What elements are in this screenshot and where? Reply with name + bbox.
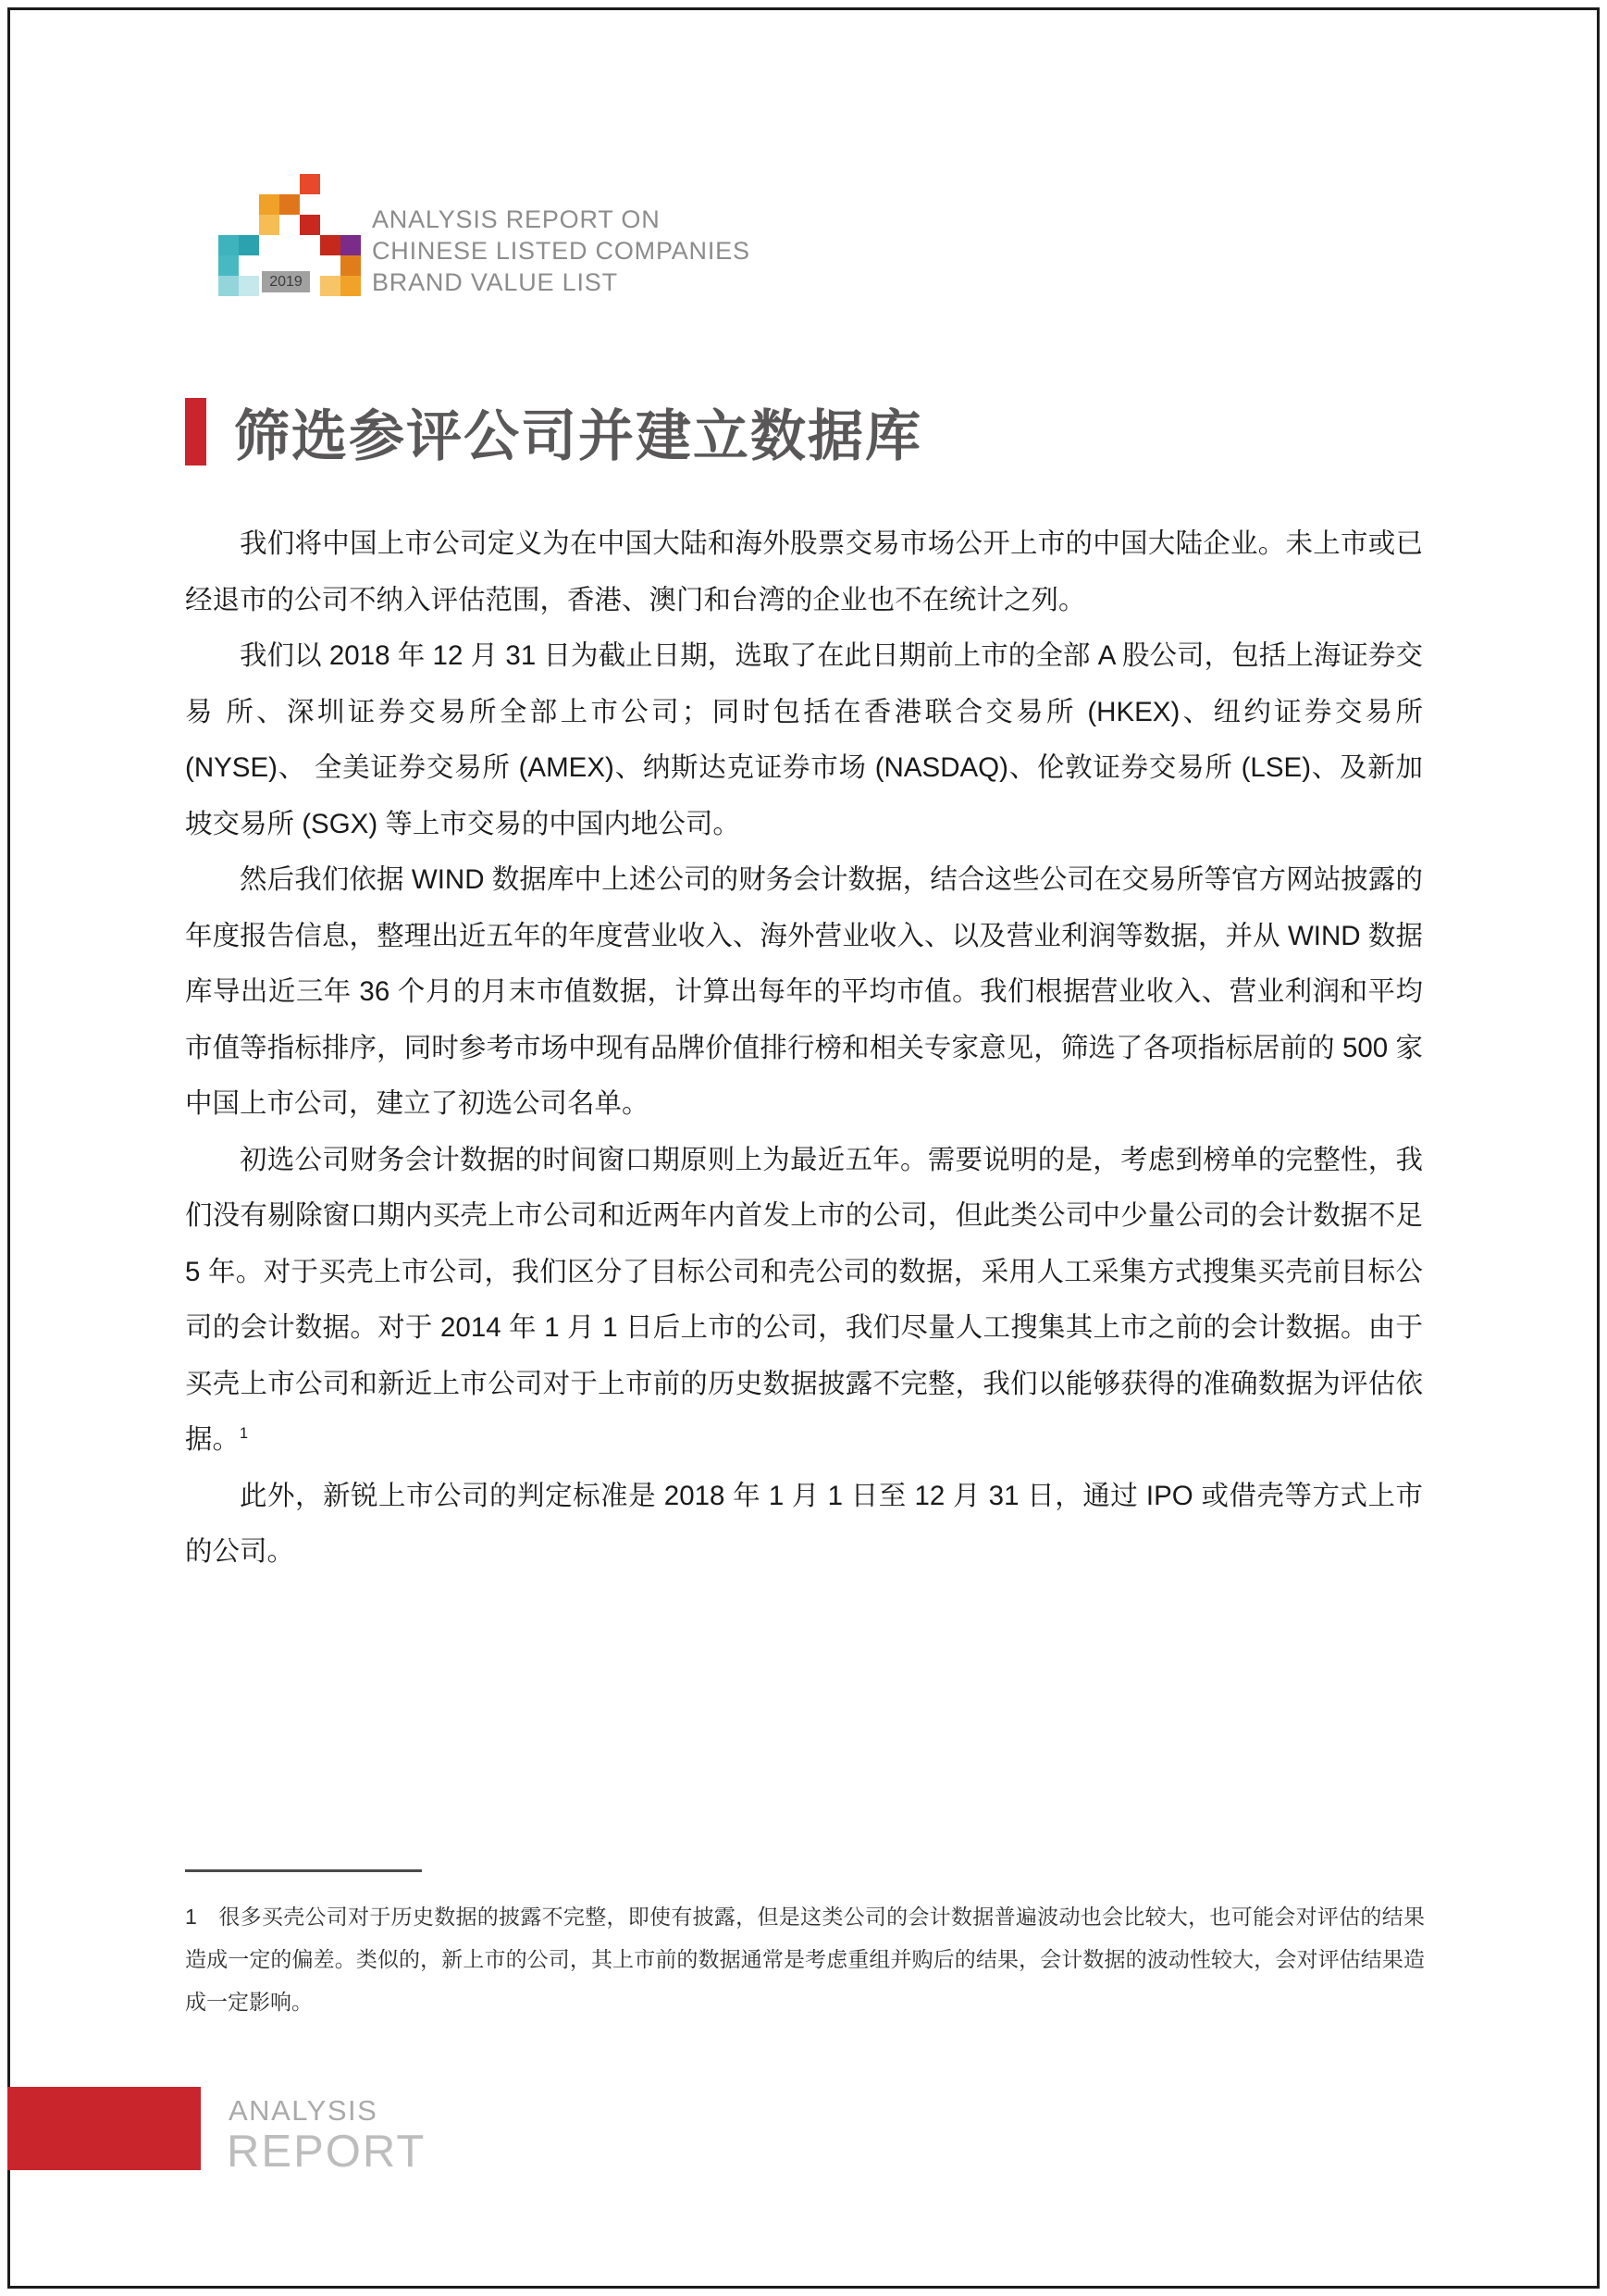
logo-cell	[259, 194, 279, 215]
paragraph: 此外，新锐上市公司的判定标准是 2018 年 1 月 1 日至 12 月 31 日，通过 IPO 或借壳等方式上市的公司。	[185, 1480, 1423, 1567]
logo-cell	[300, 174, 320, 194]
logo-cell	[320, 235, 340, 255]
paragraph	[185, 1133, 1423, 1469]
logo-cell	[279, 194, 300, 215]
header-title-line: ANALYSIS REPORT ON	[372, 205, 661, 233]
logo-mosaic	[218, 174, 361, 296]
header-title-line: BRAND VALUE LIST	[372, 268, 618, 296]
paragraph: 我们将中国上市公司定义为在中国大陆和海外股票交易市场公开上市的中国大陆企业。未上市或已经退市的公司不纳入评估范围，香港、澳门和台湾的企业也不在统计之列。	[185, 528, 1423, 615]
paragraph: 然后我们依据 WIND 数据库中上述公司的财务会计数据，结合这些公司在交易所等官方网站披露的年度报告信息，整理出近五年的年度营业收入、海外营业收入、以及营业利润等数据，并从 WIND 数据库导出近三年 36 个月的月末市值数据，计算出每年的平均市值。我们根据营业收入、营业利润和平均市值等指标排序，同时参考市场中现有品牌价值排行榜和相关专家意见，筛选了各项指标居前的 500 家中国上市公司，建立了初选公司名单。	[185, 864, 1423, 1119]
section-title-accent-bar	[185, 398, 206, 465]
logo-cell	[340, 235, 361, 255]
section-title: 筛选参评公司并建立数据库	[234, 405, 922, 467]
footer-red-block	[7, 2087, 201, 2170]
logo-cell	[218, 276, 239, 296]
footnote-text: 1 很多买壳公司对于历史数据的披露不完整，即使有披露，但是这类公司的会计数据普遍波动也会比较大，也可能会对评估的结果造成一定的偏差。类似的，新上市的公司，其上市前的数据通常是考虑重组并购后的结果，会计数据的波动性较大，会对评估结果造成一定影响。	[185, 1905, 1425, 2014]
header-title-line: CHINESE LISTED COMPANIES	[372, 237, 750, 265]
footnote-ref: 1	[240, 1425, 249, 1443]
logo-cell	[300, 215, 320, 235]
footer-analysis-label: ANALYSIS	[229, 2094, 378, 2127]
logo-cell	[218, 235, 239, 255]
logo-cell	[340, 276, 361, 296]
logo-cell	[239, 276, 259, 296]
logo-cell	[340, 255, 361, 276]
logo-cell	[320, 276, 340, 296]
logo-cell	[218, 255, 239, 276]
paragraph: 我们以 2018 年 12 月 31 日为截止日期，选取了在此日期前上市的全部 A 股公司，包括上海证券交易 所、深圳证券交易所全部上市公司；同时包括在香港联合交易所 (HKEX)、纽约证券交易所 (NYSE)、 全美证券交易所 (AMEX)、纳斯达克证券市场 (NASDAQ)、伦敦证券交易所 (LSE)、及新加坡交易所 (SGX) 等上市交易的中国内地公司。	[185, 640, 1423, 839]
logo-cell	[239, 235, 259, 255]
logo-year-badge: 2019	[262, 271, 310, 292]
footer-report-label: REPORT	[227, 2127, 426, 2177]
paragraph-text: 初选公司财务会计数据的时间窗口期原则上为最近五年。需要说明的是，考虑到榜单的完整性，我们没有剔除窗口期内买壳上市公司和近两年内首发上市的公司，但此类公司中少量公司的会计数据不足 5 年。对于买壳上市公司，我们区分了目标公司和壳公司的数据，采用人工采集方式搜集买壳前目标公司的会计数据。对于 2014 年 1 月 1 日后上市的公司，我们尽量人工搜集其上市之前的会计数据。由于买壳上市公司和新近上市公司对于上市前的历史数据披露不完整，我们以能够获得的准确数据为评估依据。	[185, 1144, 1423, 1455]
footnote-divider	[185, 1869, 422, 1872]
body-text	[185, 516, 1423, 1581]
logo-cell	[259, 215, 279, 235]
report-header-title	[372, 204, 750, 298]
